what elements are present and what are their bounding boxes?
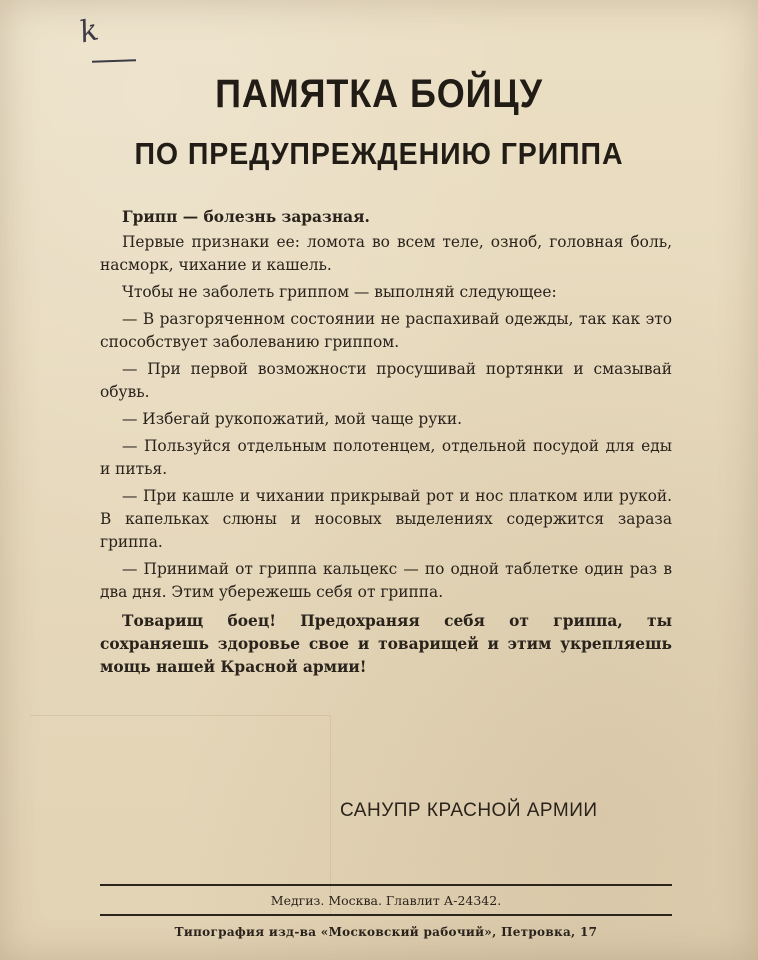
rule-item: — Избегай рукопожатий, мой чаще руки.: [122, 410, 463, 428]
symptoms-text: Первые признаки ее: ломота во всем теле, озноб, головная боль, насморк, чихание и кашель.: [100, 233, 672, 274]
rule-item: — При кашле и чихании прикрывай рот и нос платком или рукой. В капельках слюны и носовых выделениях содержится зараза гриппа.: [100, 487, 672, 551]
prevention-lead: Чтобы не заболеть гриппом — выполняй следующее:: [122, 283, 557, 301]
handwritten-mark: k: [76, 12, 102, 51]
page-title: ПАМЯТКА БОЙЦУ: [215, 72, 543, 116]
rule-item: — Принимай от гриппа кальцекс — по одной таблетке один раз в два дня. Этим убережешь себя от гриппа.: [100, 560, 672, 601]
footer-divider: [100, 914, 672, 916]
signature: САНУПР КРАСНОЙ АРМИИ: [340, 800, 598, 821]
rule-item: — В разгоряченном состоянии не распахивай одежды, так как это способствует заболеванию гриппом.: [100, 310, 672, 351]
rule-item: — При первой возможности просушивай портянки и смазывай обувь.: [100, 360, 672, 401]
footer-divider: [100, 884, 672, 886]
intro-text: Грипп — болезнь заразная.: [122, 208, 370, 226]
page-subtitle: ПО ПРЕДУПРЕЖДЕНИЮ ГРИППА: [134, 136, 624, 171]
rule-item: — Пользуйся отдельным полотенцем, отдельной посудой для еды и питья.: [100, 437, 672, 478]
publisher-line: Медгиз. Москва. Главлит А-24342.: [270, 893, 502, 908]
closing-appeal: Товарищ боец! Предохраняя себя от гриппа, ты сохраняешь здоровье свое и товарищей и этим укрепляешь мощь нашей Красной армии!: [100, 612, 672, 676]
leaflet-body: [100, 206, 672, 683]
printer-line: Типография изд-ва «Московский рабочий», Петровка, 17: [174, 925, 598, 939]
handwritten-underline: [92, 59, 136, 63]
